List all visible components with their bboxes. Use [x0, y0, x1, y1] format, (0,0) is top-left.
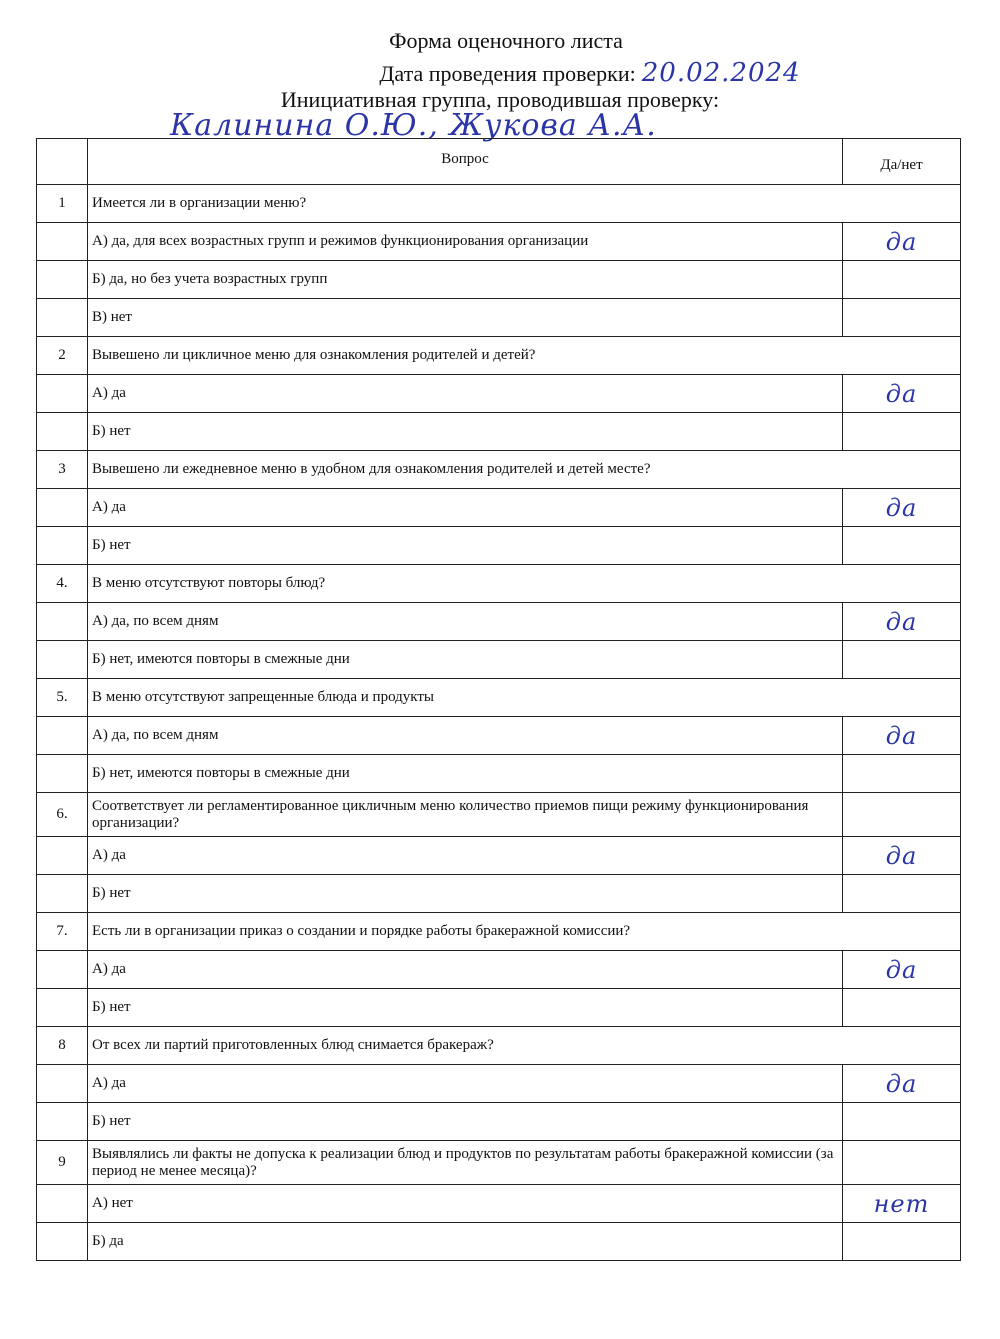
- inspection-date-line: [90, 58, 1000, 88]
- question-row: [37, 451, 961, 489]
- handwritten-answer: да: [885, 841, 918, 870]
- option-text: А) да: [88, 375, 843, 413]
- option-row: [37, 951, 961, 989]
- question-row: [37, 185, 961, 223]
- question-number: 2: [37, 337, 88, 375]
- question-text: Есть ли в организации приказ о создании и порядке работы бракеражной комиссии?: [88, 913, 961, 951]
- option-num-cell: [37, 413, 88, 451]
- option-text: Б) нет: [88, 1103, 843, 1141]
- option-num-cell: [37, 989, 88, 1027]
- option-text: А) да, по всем дням: [88, 603, 843, 641]
- option-row: [37, 717, 961, 755]
- table-header-row: [37, 139, 961, 185]
- handwritten-answer: да: [885, 227, 918, 256]
- option-num-cell: [37, 489, 88, 527]
- option-row: [37, 603, 961, 641]
- option-row: [37, 641, 961, 679]
- answer-cell: [843, 413, 961, 451]
- handwritten-answer: нет: [873, 1189, 930, 1218]
- option-text: Б) да, но без учета возрастных групп: [88, 261, 843, 299]
- answer-cell: [843, 837, 961, 875]
- option-num-cell: [37, 1223, 88, 1261]
- option-num-cell: [37, 755, 88, 793]
- option-row: [37, 261, 961, 299]
- form-title: Форма оценочного листа: [389, 28, 623, 53]
- option-num-cell: [37, 951, 88, 989]
- handwritten-answer: да: [885, 955, 918, 984]
- option-text: А) да: [88, 489, 843, 527]
- option-text: Б) нет, имеются повторы в смежные дни: [88, 641, 843, 679]
- answer-cell: [843, 875, 961, 913]
- question-row: [37, 565, 961, 603]
- answer-cell: [843, 261, 961, 299]
- option-num-cell: [37, 641, 88, 679]
- handwritten-answer: да: [885, 493, 918, 522]
- option-num-cell: [37, 1185, 88, 1223]
- answer-cell: [843, 641, 961, 679]
- option-text: Б) нет: [88, 527, 843, 565]
- header-question: Вопрос: [88, 139, 843, 185]
- answer-cell: [843, 989, 961, 1027]
- option-num-cell: [37, 603, 88, 641]
- option-text: А) да: [88, 951, 843, 989]
- question-text: Имеется ли в организации меню?: [88, 185, 961, 223]
- option-text: Б) да: [88, 1223, 843, 1261]
- date-value: 20.02.2024: [641, 58, 801, 88]
- option-num-cell: [37, 299, 88, 337]
- handwritten-answer: да: [885, 607, 918, 636]
- option-row: [37, 375, 961, 413]
- option-text: Б) нет: [88, 875, 843, 913]
- question-text: Вывешено ли цикличное меню для ознакомления родителей и детей?: [88, 337, 961, 375]
- answer-cell: [843, 375, 961, 413]
- question-row: [37, 337, 961, 375]
- question-text: Вывешено ли ежедневное меню в удобном для ознакомления родителей и детей месте?: [88, 451, 961, 489]
- option-row: [37, 413, 961, 451]
- question-number: 6.: [37, 793, 88, 837]
- option-text: А) да: [88, 837, 843, 875]
- answer-cell: [843, 603, 961, 641]
- question-number: 3: [37, 451, 88, 489]
- option-num-cell: [37, 527, 88, 565]
- question-number: 4.: [37, 565, 88, 603]
- answer-cell: [843, 755, 961, 793]
- answer-cell: [843, 1223, 961, 1261]
- option-row: [37, 755, 961, 793]
- question-number: 8: [37, 1027, 88, 1065]
- option-num-cell: [37, 837, 88, 875]
- handwritten-answer: да: [885, 721, 918, 750]
- option-text: Б) нет, имеются повторы в смежные дни: [88, 755, 843, 793]
- group-members: Калинина О.Ю., Жукова А.А.: [170, 108, 657, 143]
- evaluation-table: [36, 138, 961, 1261]
- option-text: А) да, для всех возрастных групп и режимов функционирования организации: [88, 223, 843, 261]
- option-text: Б) нет: [88, 989, 843, 1027]
- option-num-cell: [37, 717, 88, 755]
- option-num-cell: [37, 1065, 88, 1103]
- question-text: От всех ли партий приготовленных блюд снимается бракераж?: [88, 1027, 961, 1065]
- option-row: [37, 223, 961, 261]
- answer-cell: [843, 717, 961, 755]
- option-text: А) да: [88, 1065, 843, 1103]
- question-text: Соответствует ли регламентированное цикличным меню количество приемов пищи режиму функционирования организации?: [88, 793, 843, 837]
- handwritten-answer: да: [885, 379, 918, 408]
- date-label: Дата проведения проверки:: [379, 61, 636, 86]
- question-row: [37, 679, 961, 717]
- answer-cell: [843, 1185, 961, 1223]
- option-text: А) нет: [88, 1185, 843, 1223]
- option-row: [37, 1223, 961, 1261]
- group-label: Инициативная группа, проводившая проверку:: [280, 87, 720, 112]
- question-text: Выявлялись ли факты не допуска к реализации блюд и продуктов по результатам работы бракеражной комиссии (за период не менее месяца)?: [88, 1141, 843, 1185]
- option-row: [37, 1103, 961, 1141]
- question-row: [37, 1141, 961, 1185]
- question-number: 7.: [37, 913, 88, 951]
- answer-cell: [843, 299, 961, 337]
- option-num-cell: [37, 875, 88, 913]
- option-text: В) нет: [88, 299, 843, 337]
- answer-cell: [843, 951, 961, 989]
- option-row: [37, 875, 961, 913]
- answer-cell-empty: [843, 793, 961, 837]
- answer-cell: [843, 223, 961, 261]
- question-text: В меню отсутствуют повторы блюд?: [88, 565, 961, 603]
- header-answer: Да/нет: [843, 139, 961, 185]
- question-text: В меню отсутствуют запрещенные блюда и продукты: [88, 679, 961, 717]
- option-num-cell: [37, 1103, 88, 1141]
- answer-cell: [843, 1103, 961, 1141]
- answer-cell: [843, 527, 961, 565]
- question-number: 5.: [37, 679, 88, 717]
- option-num-cell: [37, 223, 88, 261]
- option-num-cell: [37, 375, 88, 413]
- option-row: [37, 1065, 961, 1103]
- answer-cell-empty: [843, 1141, 961, 1185]
- question-number: 1: [37, 185, 88, 223]
- question-row: [37, 913, 961, 951]
- option-row: [37, 527, 961, 565]
- option-row: [37, 989, 961, 1027]
- option-num-cell: [37, 261, 88, 299]
- question-row: [37, 793, 961, 837]
- option-row: [37, 489, 961, 527]
- option-row: [37, 837, 961, 875]
- question-number: 9: [37, 1141, 88, 1185]
- question-row: [37, 1027, 961, 1065]
- option-text: Б) нет: [88, 413, 843, 451]
- option-row: [37, 299, 961, 337]
- header-num-cell: [37, 139, 88, 185]
- option-text: А) да, по всем дням: [88, 717, 843, 755]
- answer-cell: [843, 489, 961, 527]
- answer-cell: [843, 1065, 961, 1103]
- option-row: [37, 1185, 961, 1223]
- handwritten-answer: да: [885, 1069, 918, 1098]
